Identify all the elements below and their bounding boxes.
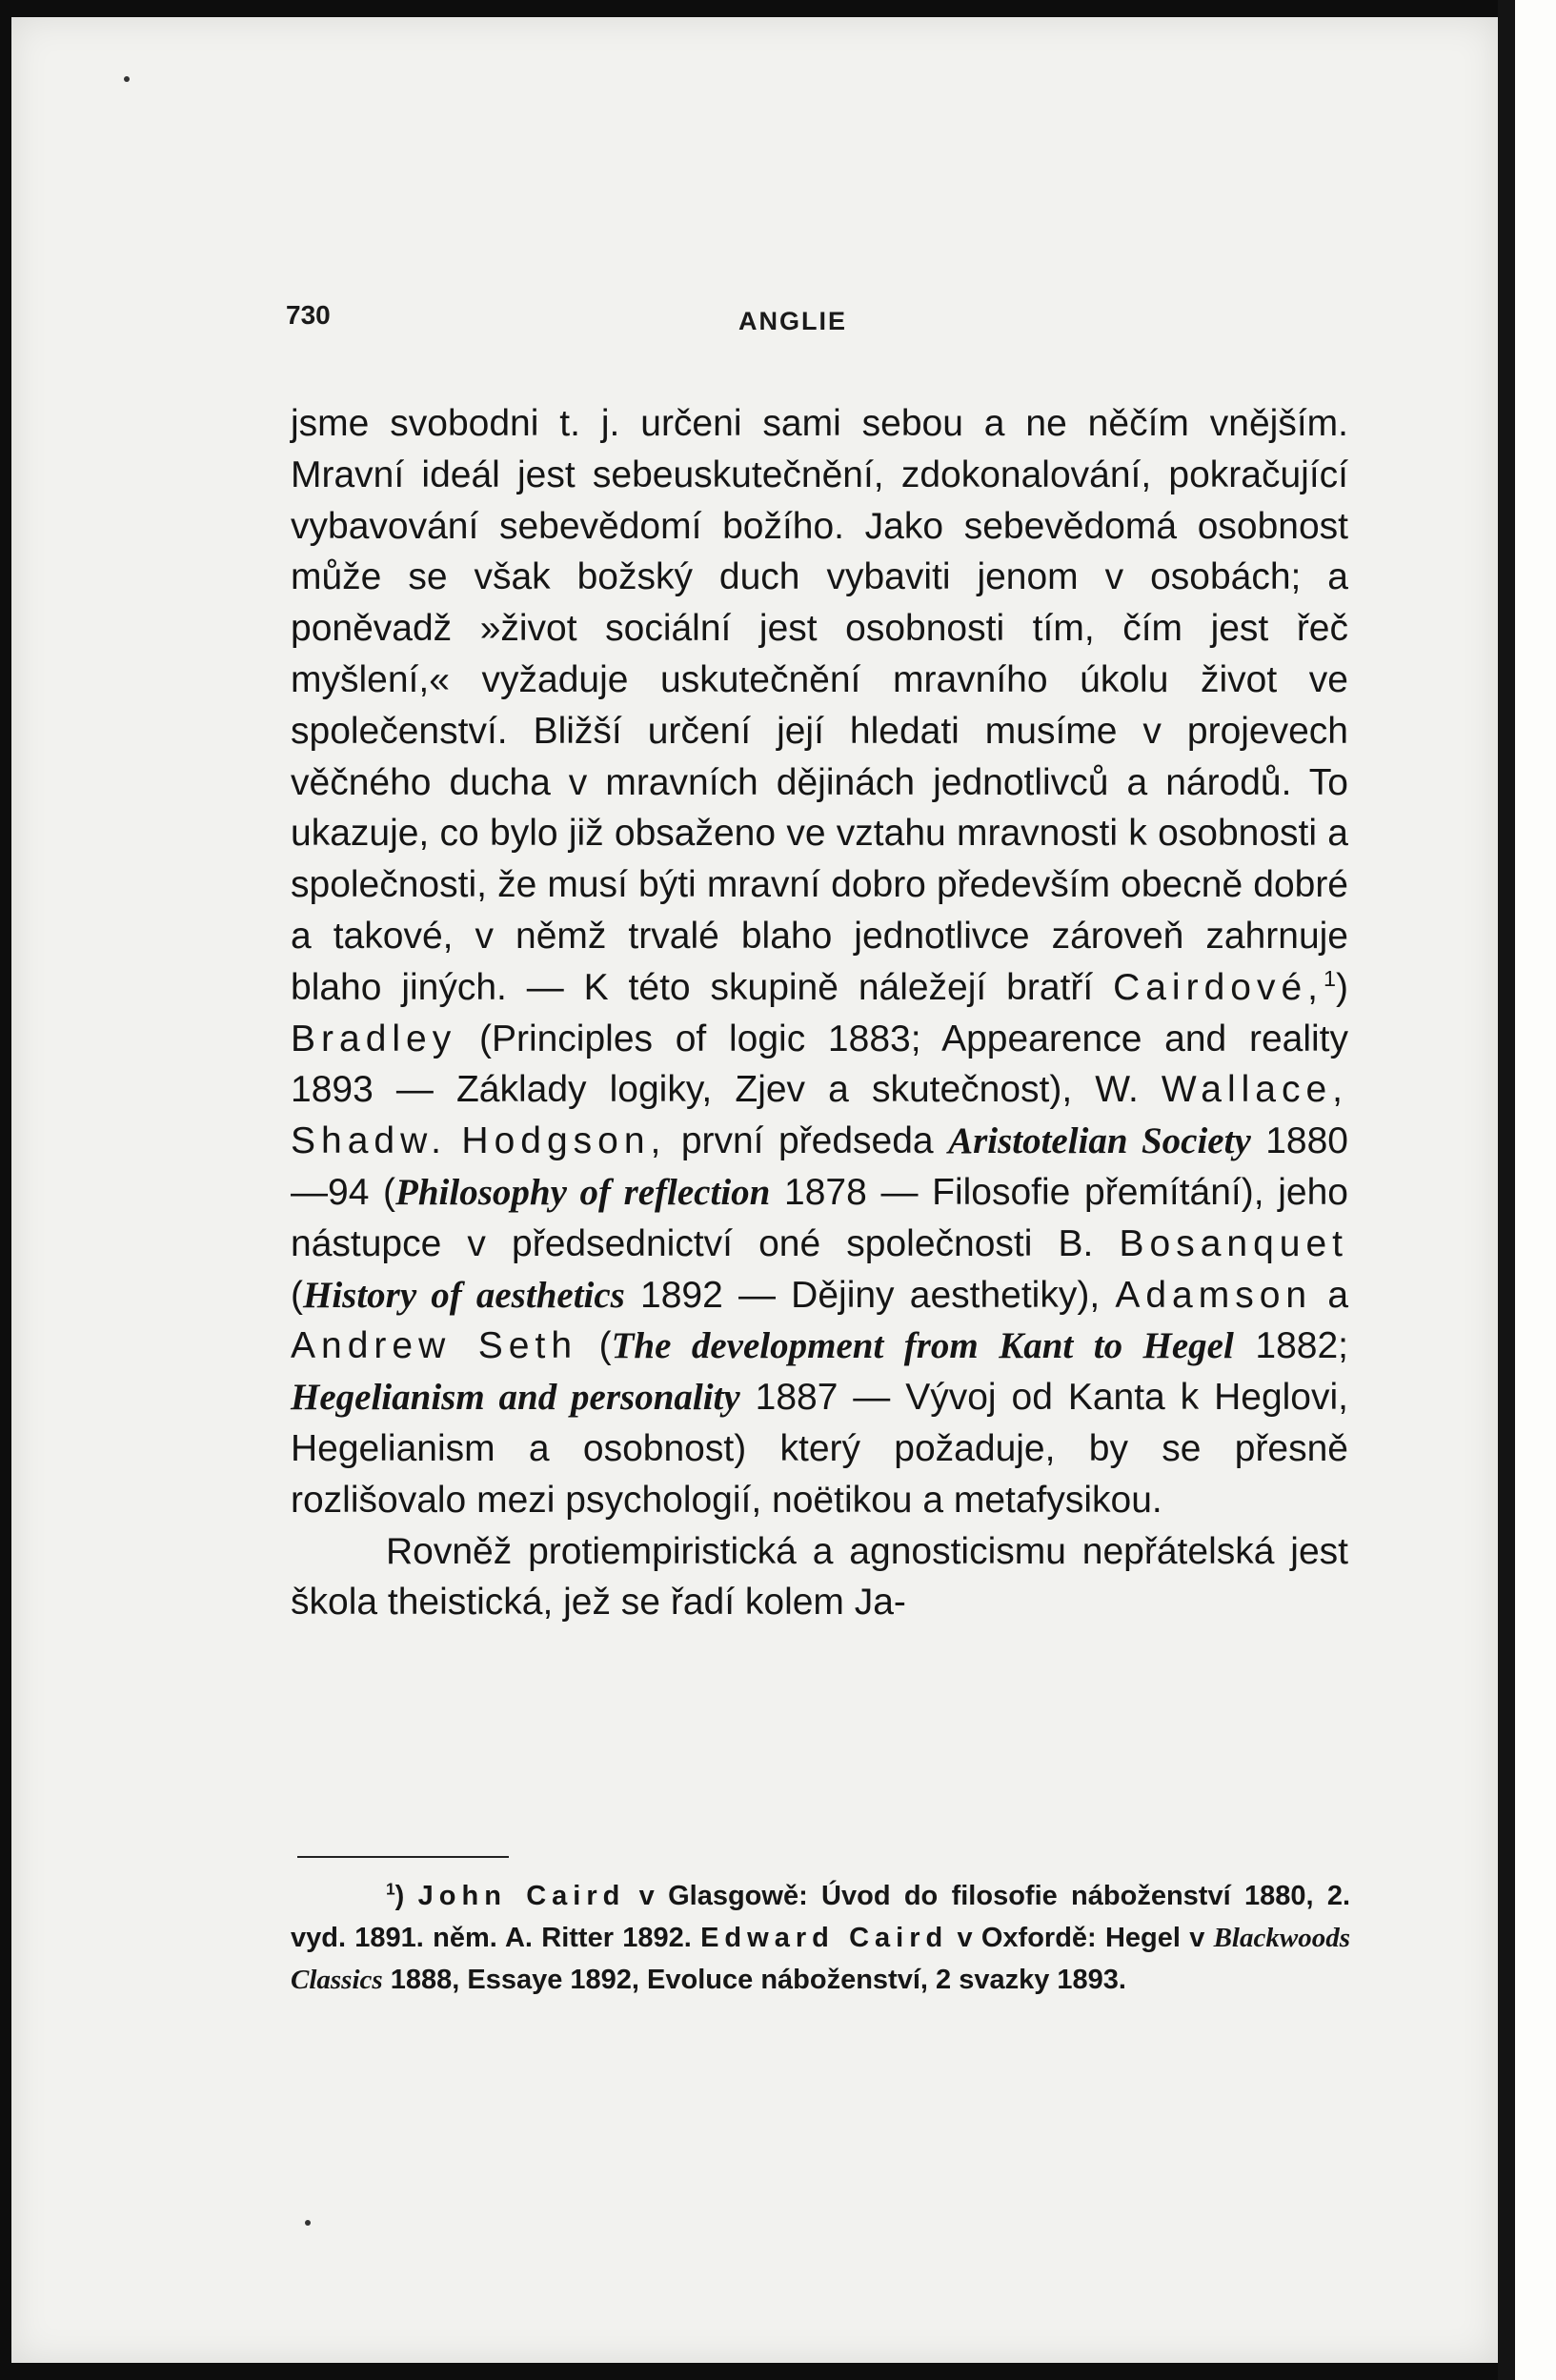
text-run: ) (394, 1881, 418, 1911)
text-run: 1887 — Vývoj od Kanta k Heglovi, Hegelianism a osobnost) který požaduje, by se přesně rozlišovalo mezi psychologií, noëtikou a metafysikou. (291, 1377, 1348, 1521)
text-run: ( (577, 1325, 612, 1367)
italic-title: Hegelianism and personality (291, 1377, 740, 1419)
text-run: jsme svobodni t. j. určeni sami sebou a ne něčím vnějším. Mravní ideál jest sebeuskutečnění, zdokonalování, pokračující vybavování sebevědomí božího. Jako sebevědomá osobnost může se však božský duch vybaviti jenom v osobách; a poněvadž »život sociální jest osobnosti tím, čím jest řeč myšlení,« vyžaduje uskutečnění mravního úkolu život ve společenství. Bližší určení její hledati musíme v projevech věčného ducha v mravních dějinách jednotlivců a národů. To ukazuje, co bylo již obsaženo ve vztahu mravnosti k osobnosti a společnosti, že musí býti mravní dobro především obecně dobré a takové, v němž trvalé blaho jednotlivce zároveň zahrnuje blaho jiných. — K této skupině náležejí bratří (291, 403, 1348, 1008)
text-run (447, 1120, 461, 1161)
text-run: ) (1336, 966, 1348, 1008)
spaced-name: Bradley (291, 1018, 457, 1059)
running-head: ANGLIE (738, 307, 848, 335)
text-run: (Principles of logic 1883; Appearence and reality 1893 — Základy logiky, Zjev a skutečnost), W. (291, 1018, 1348, 1111)
italic-title: The development from Kant to Hegel (611, 1325, 1234, 1367)
italic-title: Philosophy of reflection (395, 1171, 771, 1213)
footnote (291, 1875, 1350, 2001)
footnote-reference[interactable]: 1 (1323, 965, 1336, 991)
next-page-edge (1515, 0, 1556, 2380)
spaced-name: John Caird (417, 1881, 626, 1911)
speck (305, 2220, 311, 2226)
text-run: 1892 — Dějiny aesthetiky), (624, 1274, 1116, 1316)
spaced-name: Adamson (1115, 1274, 1313, 1316)
footnote-separator (297, 1856, 509, 1858)
italic-title: History of aesthetics (303, 1274, 625, 1316)
spaced-name: Cairdové, (1113, 966, 1324, 1008)
spaced-name: Shadw. (291, 1120, 447, 1162)
text-run: 1880—94 ( (291, 1120, 1348, 1213)
text-run: ( (291, 1274, 303, 1316)
footnote-marker: 1 (386, 1879, 395, 1899)
page-number: 730 (286, 300, 331, 330)
italic-title: Aristotelian Society (948, 1120, 1251, 1162)
spaced-name: Wallace, (1161, 1069, 1348, 1111)
paragraph (291, 398, 1348, 1526)
speck (124, 76, 130, 82)
spaced-name: Bosanquet (1119, 1222, 1348, 1264)
text-run: v Oxfordě: Hegel v (948, 1923, 1214, 1953)
body-text (291, 398, 1348, 1628)
spaced-name: Hodgson, (461, 1120, 667, 1162)
text-run: 1878 — Filosofie přemítání), jeho nástupce v předsednictví oné společnosti B. (291, 1171, 1348, 1264)
paragraph: Rovněž protiempiristická a agnosticismu nepřátelská jest škola theistická, jež se řadí kolem Ja- (291, 1530, 1348, 1624)
spaced-name: Edward Caird (700, 1923, 949, 1953)
text-run: a (1312, 1274, 1349, 1316)
spaced-name: Andrew Seth (291, 1325, 578, 1367)
text-run: 1882; (1233, 1325, 1348, 1367)
binding-shadow (1498, 0, 1515, 2380)
text-run: 1888, Essaye 1892, Evoluce náboženství, 2 svazky 1893. (382, 1965, 1126, 1995)
italic-title: Blackwoods Classics (291, 1923, 1350, 1995)
text-run: první předseda (666, 1120, 949, 1162)
text-run: v Glasgowě: Úvod do filosofie náboženství 1880, 2. vyd. 1891. něm. A. Ritter 1892. (291, 1881, 1351, 1953)
